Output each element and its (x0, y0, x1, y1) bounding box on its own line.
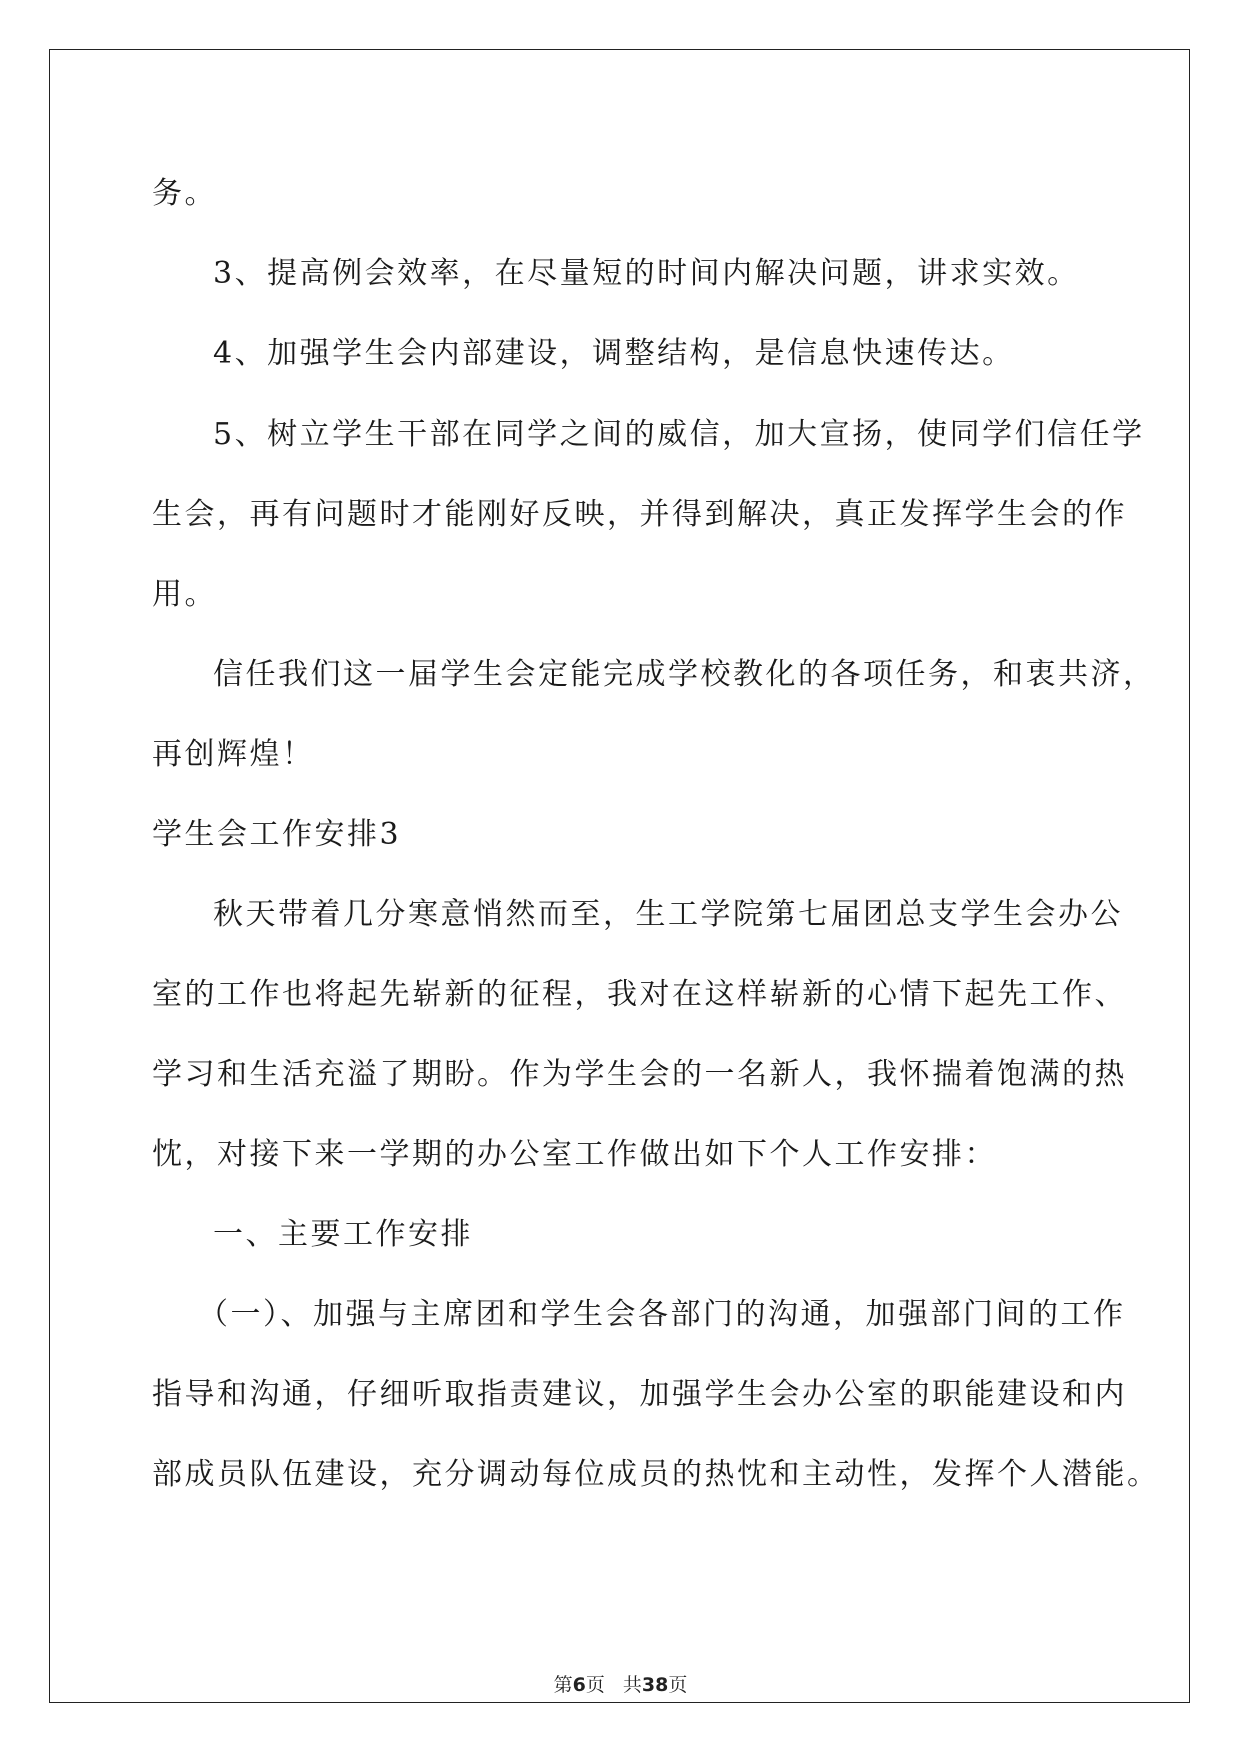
paragraph-line: 忱，对接下来一学期的办公室工作做出如下个人工作安排： (152, 1137, 997, 1172)
paragraph-line: 信任我们这一届学生会定能完成学校教化的各项任务，和衷共济， (213, 657, 1156, 692)
paragraph-line: 再创辉煌！ (152, 737, 315, 772)
paragraph-line: 室的工作也将起先崭新的征程，我对在这样崭新的心情下起先工作、 (152, 977, 1127, 1012)
paragraph-line: 务。 (152, 176, 217, 211)
paragraph-line: 用。 (152, 577, 217, 612)
page-footer (0, 1670, 1241, 1697)
paragraph-line: （一）、加强与主席团和学生会各部门的沟通，加强部门间的工作 (198, 1297, 1126, 1332)
subsection-heading: 一、主要工作安排 (213, 1217, 473, 1252)
paragraph-line: 秋天带着几分寒意悄然而至，生工学院第七届团总支学生会办公 (213, 897, 1123, 932)
page-number: 6 (572, 1674, 586, 1696)
total-label-prefix: 共 (622, 1674, 642, 1696)
page-label-prefix: 第 (553, 1674, 573, 1696)
paragraph-line: 3、提高例会效率，在尽量短的时间内解决问题，讲求实效。 (213, 256, 1080, 291)
paragraph-line: 部成员队伍建设，充分调动每位成员的热忱和主动性，发挥个人潜能。 (152, 1457, 1160, 1492)
total-label-suffix: 页 (668, 1674, 688, 1696)
paragraph-line: 4、加强学生会内部建设，调整结构，是信息快速传达。 (213, 336, 1015, 371)
paragraph-line: 生会，再有问题时才能刚好反映，并得到解决，真正发挥学生会的作 (152, 497, 1127, 532)
paragraph-line: 5、树立学生干部在同学之间的威信，加大宣扬，使同学们信任学 (213, 417, 1145, 452)
section-heading: 学生会工作安排3 (152, 817, 402, 852)
paragraph-line: 学习和生活充溢了期盼。作为学生会的一名新人，我怀揣着饱满的热 (152, 1057, 1127, 1092)
paragraph-line: 指导和沟通，仔细听取指责建议，加强学生会办公室的职能建设和内 (152, 1377, 1127, 1412)
total-pages: 38 (641, 1674, 669, 1696)
page-label-suffix: 页 (585, 1674, 605, 1696)
